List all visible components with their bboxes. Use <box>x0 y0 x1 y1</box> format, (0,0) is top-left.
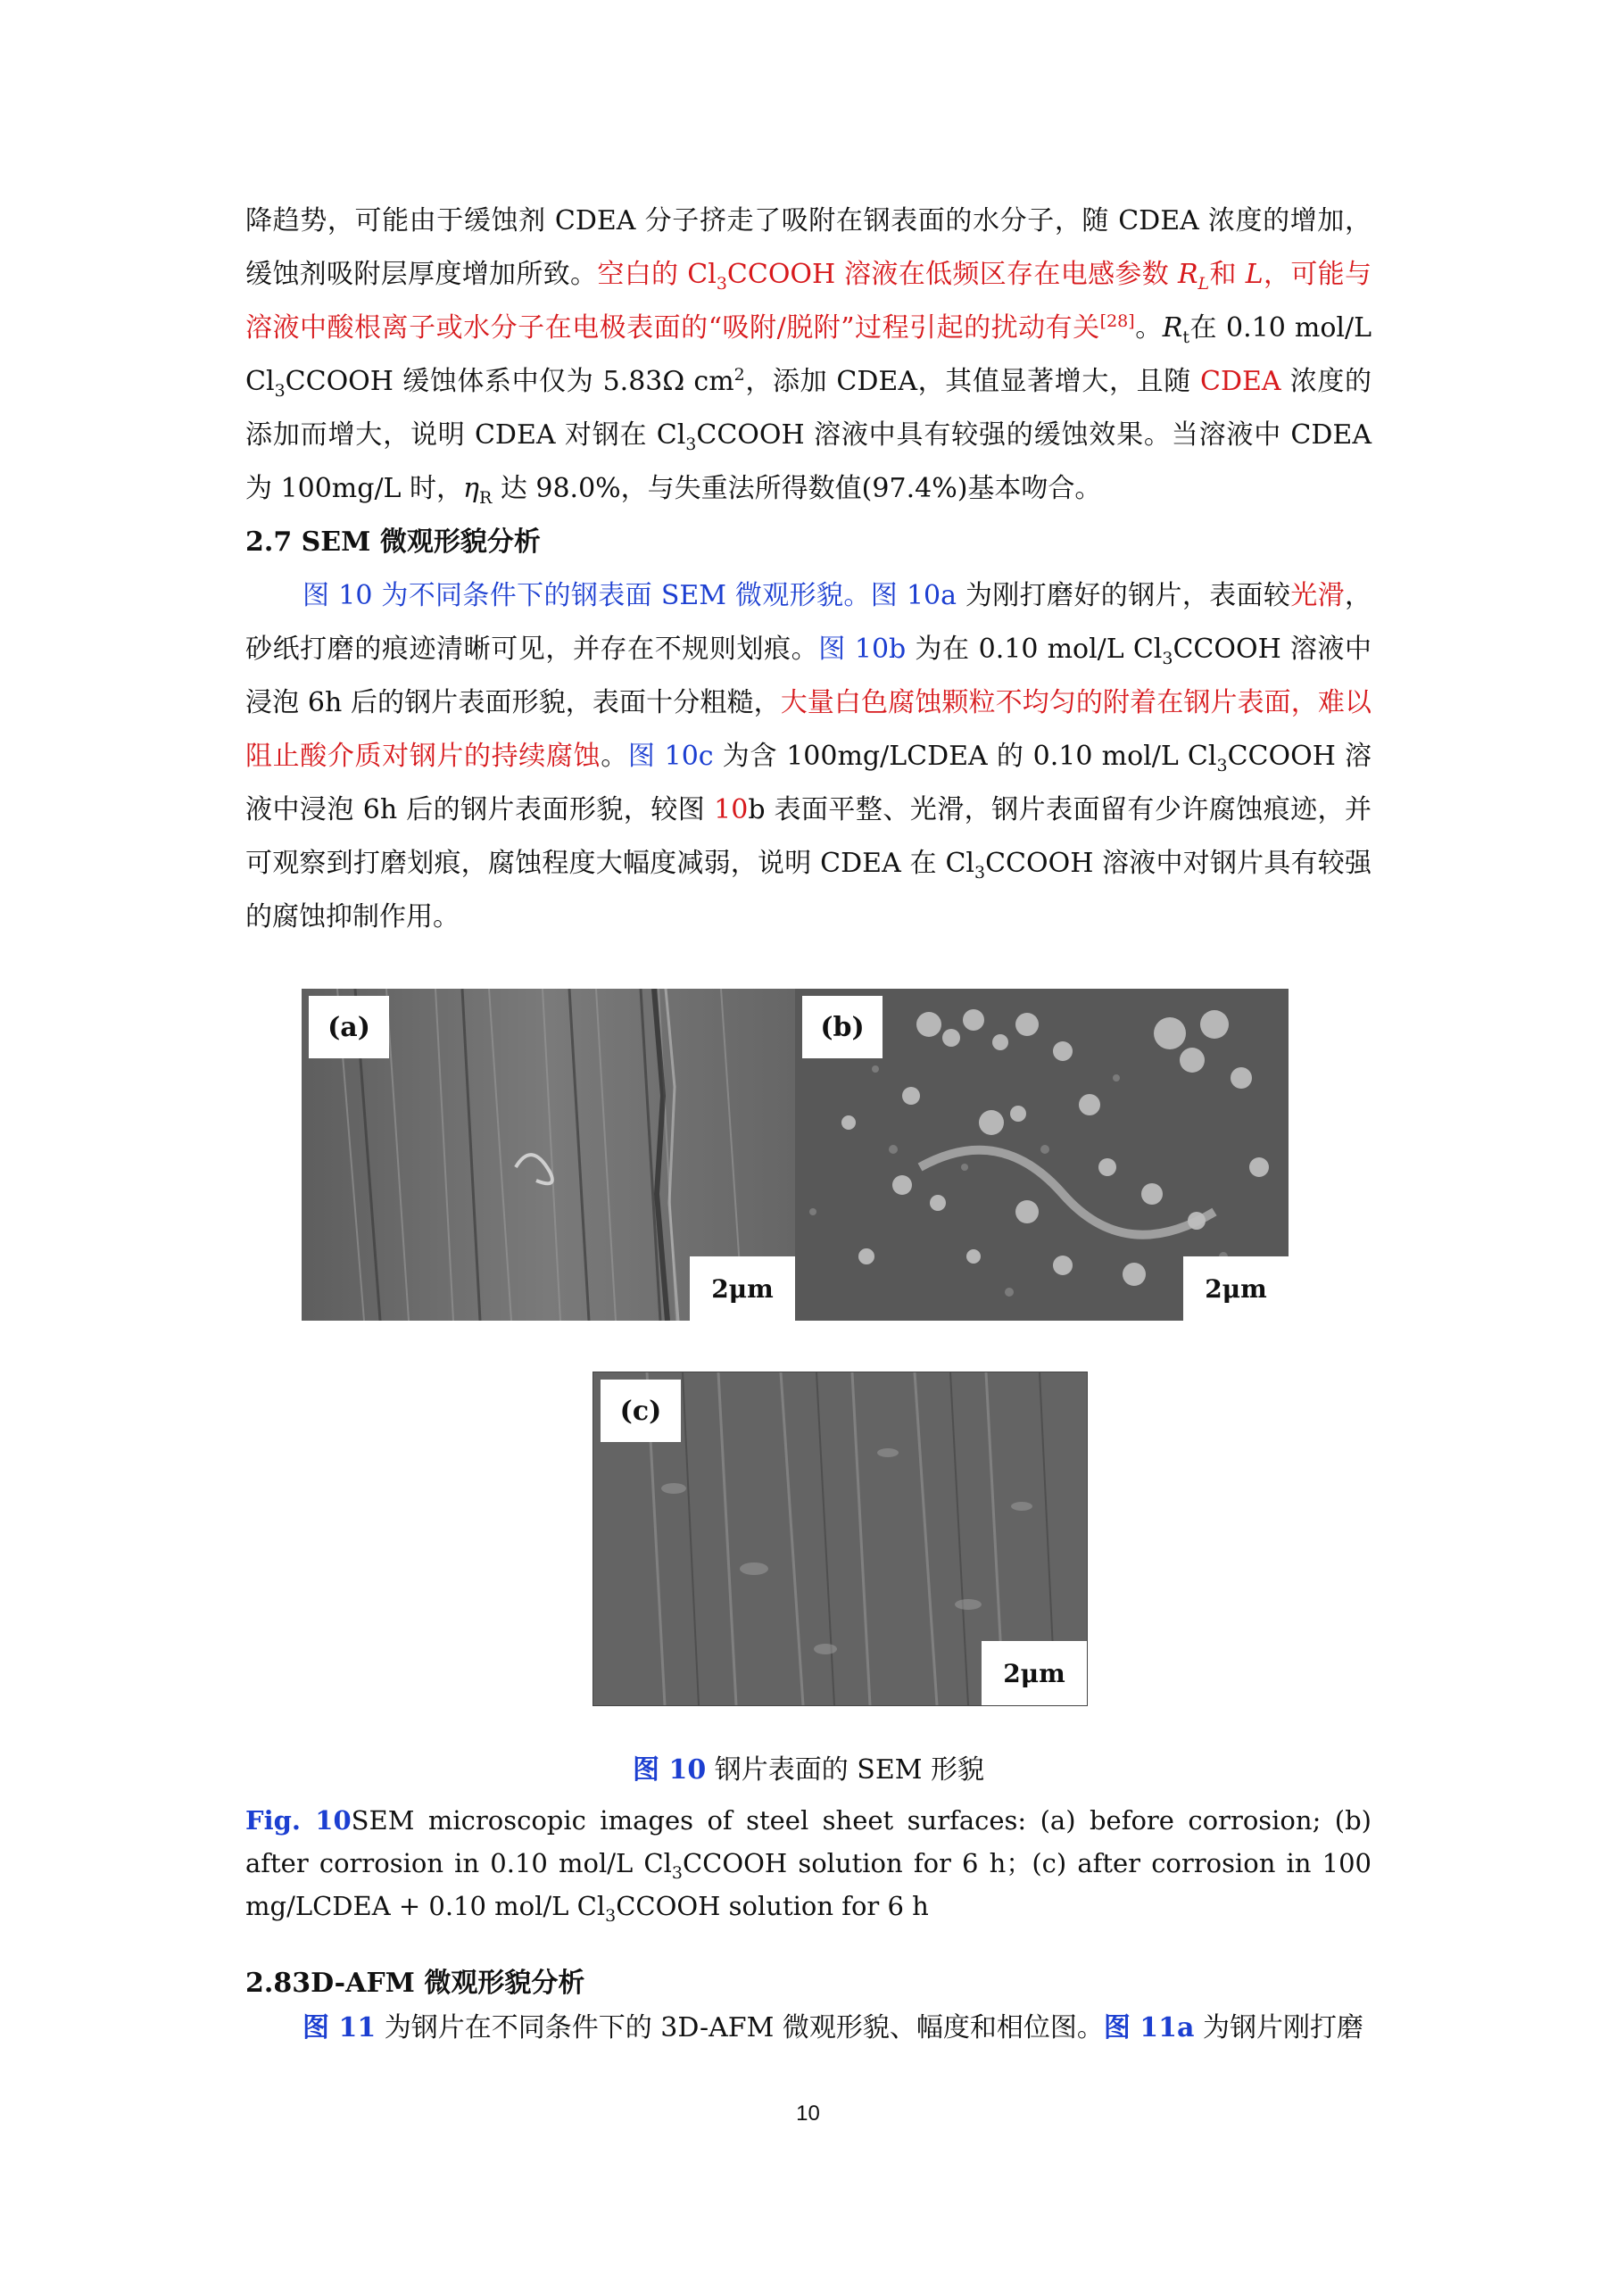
panel-label-a: (a) <box>309 996 389 1058</box>
sem-image-b <box>795 989 1289 1321</box>
highlighted-text: 空白的 Cl <box>597 259 717 290</box>
figure-reference[interactable]: 图 10b <box>818 634 907 665</box>
figure-reference[interactable]: 图 10 为不同条件下的钢表面 SEM 微观形貌。图 10a <box>302 580 957 611</box>
sem-image-a <box>302 989 795 1321</box>
paragraph-afm: 图 11 为钢片在不同条件下的 3D-AFM 微观形貌、幅度和相位图。图 11a 为钢片刚打磨 <box>302 2012 1364 2043</box>
figure-label: 图 10 <box>633 1754 707 1786</box>
paragraph-sem: 图 10 为不同条件下的钢表面 SEM 微观形貌。图 10a 为刚打磨好的钢片，表面较光滑，砂纸打磨的痕迹清晰可见，并存在不规则划痕。图 10b 为在 0.10 mol/L $Cl_3CCOOH$ 溶液中浸泡 6h 后的钢片表面形貌，表面十分粗糙，大量白色腐蚀颗粒不均匀的附着在钢片表面，难以阻止酸介质对钢片的持续腐蚀。图 10c 为含 100mg/LCDEA 的 0.10 mol/L $Cl_3CCOOH$ 溶液中浸泡 6h 后的钢片表面形貌，较图 10b 表面平整、光滑，钢片表面留有少许腐蚀痕迹，并可观察到打磨划痕，腐蚀程度大幅度减弱，说明 CDEA 在 $Cl_3CCOOH$ 溶液中对钢片具有较强的腐蚀抑制作用。 <box>245 580 1372 932</box>
figure-reference[interactable]: 图 11 <box>302 2012 377 2043</box>
figure-reference[interactable]: 图 10c <box>627 741 714 772</box>
section-heading-2-7: 2.7 SEM 微观形貌分析 <box>245 526 541 558</box>
panel-label-b: (b) <box>802 996 883 1058</box>
figure-reference[interactable]: 图 11a <box>1103 2012 1195 2043</box>
figure-caption-en: Fig. 10SEM microscopic images of steel sheet surfaces: (a) before corrosion; (b) after corrosion in 0.10 mol/L $Cl_3CCOOH$ solution for 6 h；(c) after corrosion in 100 mg/LCDEA + 0.10 mol/L $Cl_3CCOOH$ solution for 6 h <box>245 1805 1372 1926</box>
citation-28[interactable]: [28] <box>1099 311 1135 331</box>
text-run: 降趋势，可能由于缓蚀剂 CDEA 分子挤走了吸附在钢表面的水分子，随 CDEA 浓度的增加，缓蚀剂吸附层厚度增加所致。 <box>245 205 1372 290</box>
scale-bar-a: 2μm <box>690 1256 795 1321</box>
section-heading-2-8: 2.83D-AFM 微观形貌分析 <box>245 1968 585 1999</box>
section-2-8 <box>245 1963 1372 2049</box>
panel-label-c: (c) <box>601 1380 681 1442</box>
scale-bar-c: 2μm <box>982 1641 1087 1705</box>
figure-caption-cn: 图 10 钢片表面的 SEM 形貌 <box>633 1754 984 1786</box>
page-number: 10 <box>796 2101 820 2126</box>
figure-label: Fig. 10 <box>245 1805 352 1836</box>
scale-bar-b: 2μm <box>1183 1256 1289 1321</box>
sem-image-c <box>593 1372 1088 1706</box>
paragraph-eis: 降趋势，可能由于缓蚀剂 CDEA 分子挤走了吸附在钢表面的水分子，随 CDEA 浓度的增加，缓蚀剂吸附层厚度增加所致。空白的 $Cl_3CCOOH$ 溶液在低频区存在电感参数 $R_L$和 L，可能与溶液中酸根离子或水分子在电极表面的“吸附/脱附”过程引起的扰动有关[28]。$R_t$在 0.10 mol/L $Cl_3CCOOH$ 缓蚀体系中仅为 5.83Ω $cm^2$，添加 CDEA，其值显著增大，且随 CDEA 浓度的添加而增大，说明 CDEA 对钢在 $Cl_3CCOOH$ 溶液中具有较强的缓蚀效果。当溶液中 CDEA 为 100mg/L 时，$\eta_R$ 达 98.0%，与失重法所得数值(97.4%)基本吻合。 2.7 SEM 微观形貌分析 图 10 为不同条件下的钢表面 SEM 微观形貌。图 10a 为刚打磨好的钢片，表面较光滑，砂纸打磨的痕迹清晰可见，并存在不规则划痕。图 10b 为在 0.10 mol/L $Cl_3CCOOH$ 溶液中浸泡 6h 后的钢片表面形貌，表面十分粗糙，大量白色腐蚀颗粒不均匀的附着在钢片表面，难以阻止酸介质对钢片的持续腐蚀。图 10c 为含 100mg/LCDEA 的 0.10 mol/L $Cl_3CCOOH$ 溶液中浸泡 6h 后的钢片表面形貌，较图 10b 表面平整、光滑，钢片表面留有少许腐蚀痕迹，并可观察到打磨划痕，腐蚀程度大幅度减弱，说明 CDEA 在 $Cl_3CCOOH$ 溶液中对钢片具有较强的腐蚀抑制作用。 <box>245 195 1372 944</box>
